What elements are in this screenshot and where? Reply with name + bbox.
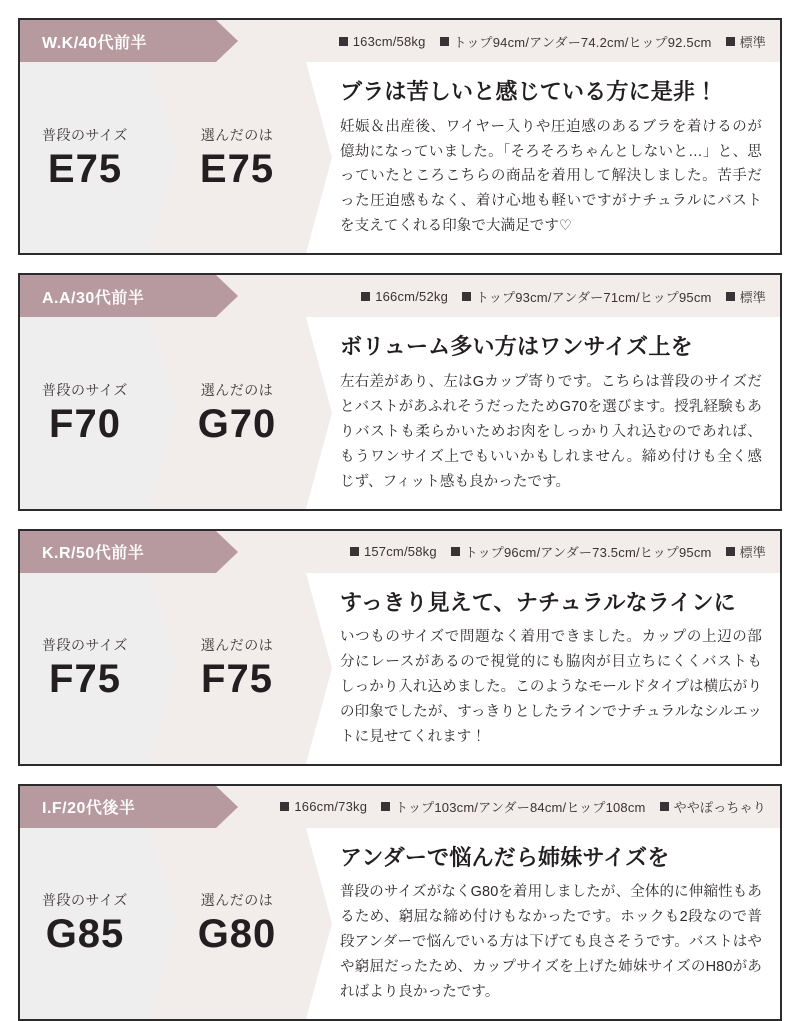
spec-text: ややぽっちゃり <box>673 800 766 816</box>
usual-size-label: 普段のサイズ <box>42 892 128 909</box>
square-bullet-icon <box>726 292 735 301</box>
spec-build <box>726 287 766 306</box>
reviewer-specs <box>216 20 780 62</box>
review-title: ボリューム多い方はワンサイズ上を <box>340 334 693 360</box>
square-bullet-icon <box>451 547 460 556</box>
review-header <box>20 275 780 317</box>
reviewer-name: W.K/40代前半 <box>20 20 216 62</box>
review-comment: 普段のサイズがなくG80を着用しましたが、全体的に伸縮性もあるため、窮屈な締め付けもなかったです。ホックも2段なので普段アンダーで悩んでいる方は下げても良さそうです。バストはやや窮屈だったため、カップサイズを上げた姉妹サイズのH80があればより良かったです。 <box>340 884 762 1001</box>
spec-text: 標準 <box>739 34 766 50</box>
square-bullet-icon <box>350 547 359 556</box>
usual-size-block <box>20 828 150 1019</box>
spec-build <box>726 542 766 561</box>
reviewer-name: A.A/30代前半 <box>20 275 216 317</box>
review-text-block <box>306 317 780 508</box>
usual-size-label: 普段のサイズ <box>42 126 128 143</box>
review-comment: 妊娠＆出産後、ワイヤー入りや圧迫感のあるブラを着けるのが億劫になっていました。「そろそろちゃんとしないと…」と、思っていたところこちらの商品を着用して解決しました。苦手だった圧迫感もなく、着け心地も軽いですがナチュラルにバストを支えてくれる印象で大満足です♡ <box>340 118 762 235</box>
review-card <box>18 273 782 510</box>
review-text-block <box>306 62 780 253</box>
spec-measurements <box>440 32 712 51</box>
square-bullet-icon <box>462 292 471 301</box>
review-header <box>20 20 780 62</box>
chosen-size-value: F75 <box>201 657 273 702</box>
square-bullet-icon <box>660 802 669 811</box>
review-body-row <box>20 317 780 508</box>
review-comment: 左右差があり、左はGカップ寄りです。こちらは普段のサイズだとバストがあふれそうだったためG70を選びます。授乳経験もありバストも柔らかいためお肉をしっかり入れ込むのであれば、もうワンサイズ上でもいいかもしれません。締め付けも全く感じず、フィット感も良かったです。 <box>340 373 762 490</box>
usual-size-label: 普段のサイズ <box>42 637 128 654</box>
chosen-size-value: E75 <box>199 146 275 191</box>
spec-text: 166cm/73kg <box>294 799 368 815</box>
review-card <box>18 529 782 766</box>
square-bullet-icon <box>726 547 735 556</box>
review-text-block <box>306 573 780 764</box>
square-bullet-icon <box>339 37 348 46</box>
chosen-size-label: 選んだのは <box>200 892 274 909</box>
spec-text: トップ103cm/アンダー84cm/ヒップ108cm <box>395 800 646 816</box>
spec-measurements <box>381 797 645 816</box>
chosen-size-value: G70 <box>197 401 277 446</box>
chosen-size-value: G80 <box>197 912 277 957</box>
usual-size-value: F70 <box>49 401 121 446</box>
review-header <box>20 786 780 828</box>
spec-text: 163cm/58kg <box>352 33 426 49</box>
review-body-row <box>20 828 780 1019</box>
spec-text: トップ94cm/アンダー74.2cm/ヒップ92.5cm <box>453 34 712 50</box>
review-card <box>18 784 782 1021</box>
square-bullet-icon <box>726 37 735 46</box>
square-bullet-icon <box>440 37 449 46</box>
review-title: すっきり見えて、ナチュラルなラインに <box>340 589 736 615</box>
usual-size-block <box>20 317 150 508</box>
spec-height-weight <box>339 34 426 49</box>
review-text-block <box>306 828 780 1019</box>
spec-build <box>660 797 766 816</box>
spec-measurements <box>462 287 712 306</box>
review-header <box>20 531 780 573</box>
review-title: アンダーで悩んだら姉妹サイズを <box>340 844 670 870</box>
reviewer-specs <box>216 275 780 317</box>
spec-measurements <box>451 542 712 561</box>
spec-build <box>726 32 766 51</box>
chosen-size-label: 選んだのは <box>200 126 274 143</box>
spec-height-weight <box>350 544 437 559</box>
square-bullet-icon <box>381 802 390 811</box>
usual-size-block <box>20 62 150 253</box>
chosen-size-label: 選んだのは <box>200 637 274 654</box>
reviewer-specs <box>216 786 780 828</box>
review-body-row <box>20 573 780 764</box>
chosen-size-label: 選んだのは <box>200 381 274 398</box>
review-comment: いつものサイズで問題なく着用できました。カップの上辺の部分にレースがあるので視覚的にも脇肉が目立ちにくくバストもしっかり入れ込めました。このようなモールドタイプは横広がりの印象でしたが、すっきりとしたラインでナチュラルなシルエットに見せてくれます！ <box>340 629 762 745</box>
review-card <box>18 18 782 255</box>
usual-size-label: 普段のサイズ <box>42 381 128 398</box>
square-bullet-icon <box>280 802 289 811</box>
spec-text: トップ96cm/アンダー73.5cm/ヒップ95cm <box>464 545 712 561</box>
spec-text: トップ93cm/アンダー71cm/ヒップ95cm <box>476 289 712 305</box>
reviewer-name: I.F/20代後半 <box>20 786 216 828</box>
square-bullet-icon <box>361 292 370 301</box>
spec-height-weight <box>361 289 448 304</box>
spec-height-weight <box>280 799 367 814</box>
review-body-row <box>20 62 780 253</box>
spec-text: 157cm/58kg <box>363 544 437 560</box>
review-title: ブラは苦しいと感じている方に是非！ <box>340 79 718 104</box>
reviewer-specs <box>216 531 780 573</box>
reviewer-name: K.R/50代前半 <box>20 531 216 573</box>
spec-text: 166cm/52kg <box>375 288 449 304</box>
spec-text: 標準 <box>739 545 766 561</box>
spec-text: 標準 <box>739 289 766 305</box>
usual-size-value: F75 <box>49 657 121 702</box>
usual-size-value: E75 <box>47 146 123 191</box>
usual-size-value: G85 <box>45 912 125 957</box>
usual-size-block <box>20 573 150 764</box>
